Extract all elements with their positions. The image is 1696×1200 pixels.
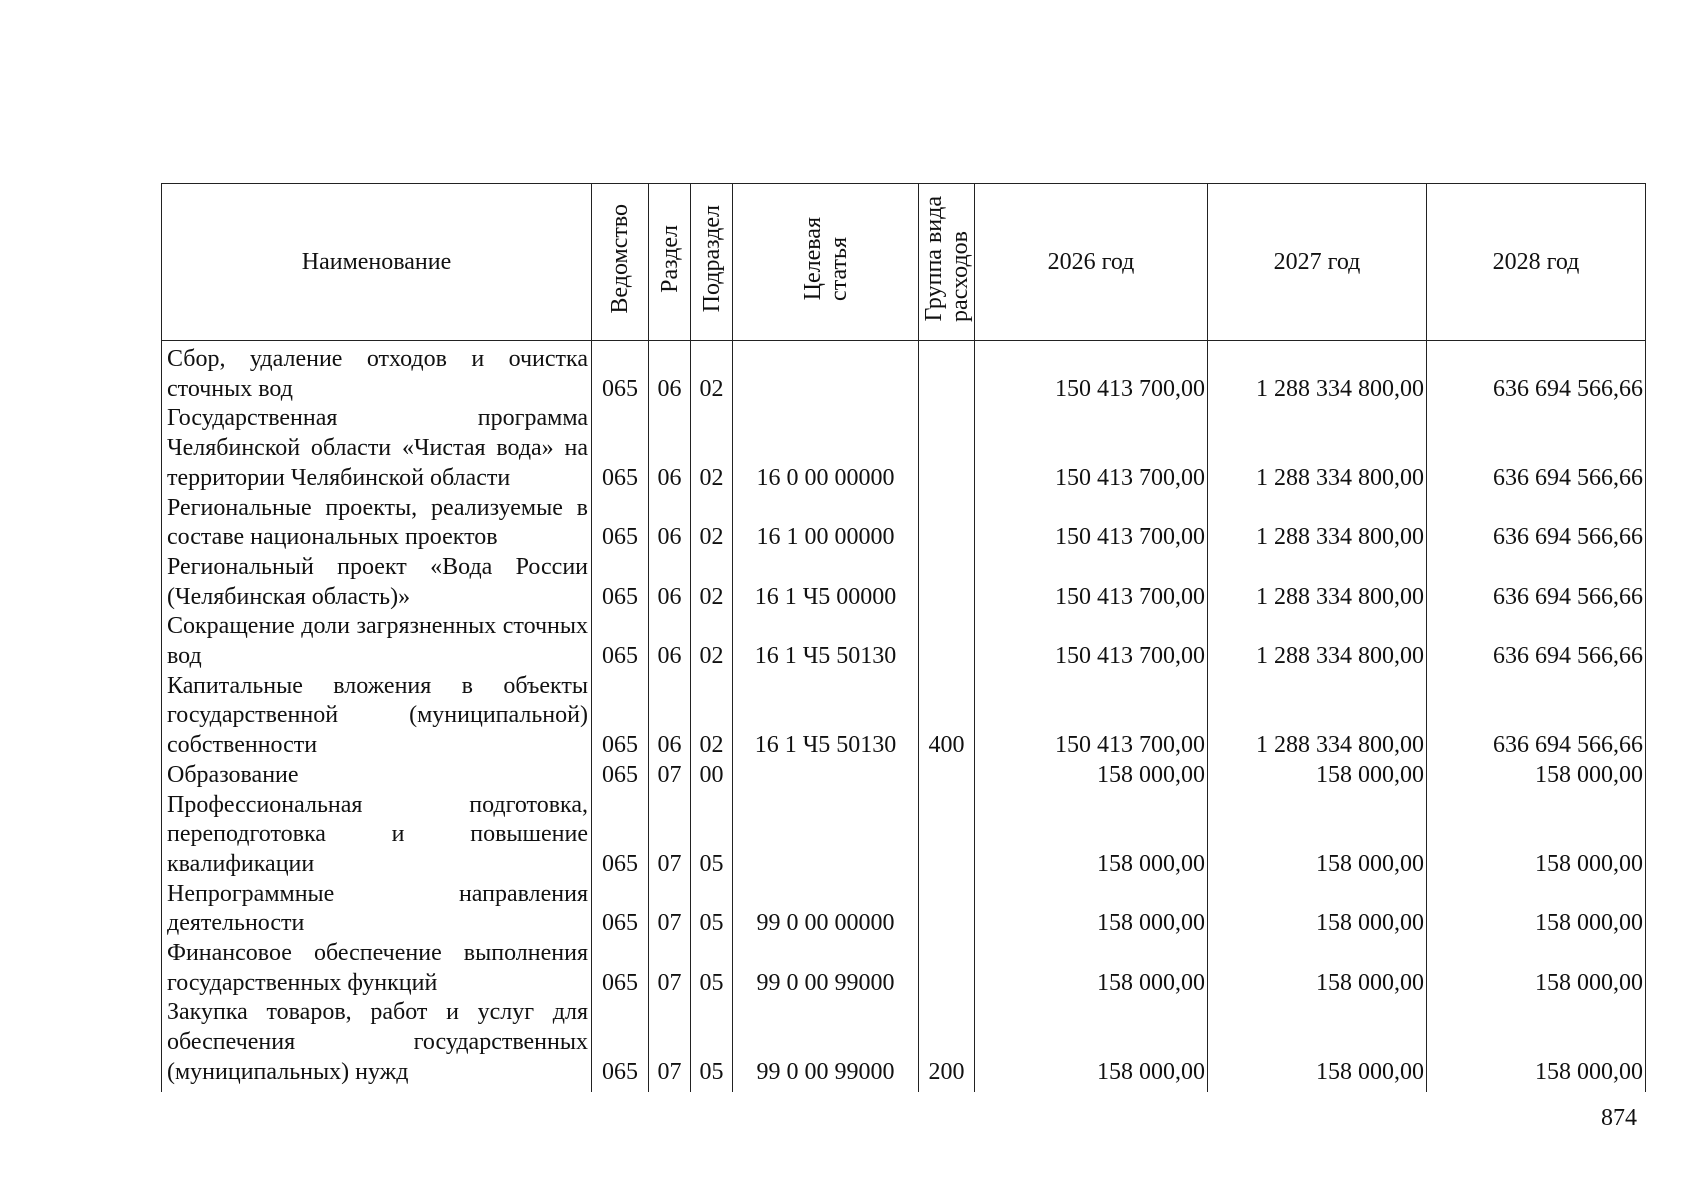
cell-razdel: 06: [649, 494, 691, 553]
cell-podrazdel: 02: [691, 494, 733, 553]
cell-2026: 150 413 700,00: [975, 341, 1208, 405]
cell-razdel: 06: [649, 612, 691, 671]
table-header-row: [162, 184, 1646, 341]
cell-name: Сокращение доли загрязненных сточных вод: [162, 612, 592, 671]
cell-2028: 158 000,00: [1427, 761, 1646, 791]
cell-vedomstvo: 065: [592, 939, 649, 998]
cell-gruppa: [919, 404, 975, 493]
table-row: [162, 494, 1646, 553]
header-celevaya-statya: Целеваястатья: [733, 184, 919, 341]
cell-podrazdel: 05: [691, 939, 733, 998]
cell-name: Сбор, удаление отходов и очистка сточных вод: [162, 341, 592, 405]
cell-2028: 636 694 566,66: [1427, 672, 1646, 761]
table-row: [162, 761, 1646, 791]
cell-name: Профессиональная подготовка, переподготовка и повышение квалификации: [162, 791, 592, 880]
cell-2027: 1 288 334 800,00: [1208, 341, 1427, 405]
cell-2026: 150 413 700,00: [975, 672, 1208, 761]
cell-vedomstvo: 065: [592, 341, 649, 405]
cell-gruppa: [919, 880, 975, 939]
cell-2028: 636 694 566,66: [1427, 612, 1646, 671]
cell-vedomstvo: 065: [592, 672, 649, 761]
cell-vedomstvo: 065: [592, 761, 649, 791]
cell-gruppa: 400: [919, 672, 975, 761]
cell-vedomstvo: 065: [592, 612, 649, 671]
cell-razdel: 06: [649, 341, 691, 405]
cell-celevaya-statya: 16 1 Ч5 00000: [733, 553, 919, 612]
cell-2027: 158 000,00: [1208, 998, 1427, 1091]
cell-2028: 158 000,00: [1427, 998, 1646, 1091]
header-name: Наименование: [162, 184, 592, 341]
cell-2026: 150 413 700,00: [975, 553, 1208, 612]
cell-2028: 636 694 566,66: [1427, 553, 1646, 612]
table-row: [162, 672, 1646, 761]
cell-2028: 158 000,00: [1427, 791, 1646, 880]
cell-2028: 158 000,00: [1427, 880, 1646, 939]
cell-2026: 158 000,00: [975, 939, 1208, 998]
table-body: [162, 341, 1646, 1092]
cell-2026: 150 413 700,00: [975, 404, 1208, 493]
cell-podrazdel: 02: [691, 341, 733, 405]
cell-2028: 158 000,00: [1427, 939, 1646, 998]
budget-table: [161, 183, 1646, 1092]
header-2027: 2027 год: [1208, 184, 1427, 341]
cell-2027: 1 288 334 800,00: [1208, 494, 1427, 553]
cell-podrazdel: 05: [691, 998, 733, 1091]
cell-name: Капитальные вложения в объекты государственной (муниципальной) собственности: [162, 672, 592, 761]
cell-celevaya-statya: 16 1 Ч5 50130: [733, 672, 919, 761]
cell-gruppa: [919, 553, 975, 612]
cell-2027: 1 288 334 800,00: [1208, 672, 1427, 761]
cell-2027: 158 000,00: [1208, 939, 1427, 998]
page-number: 874: [1601, 1105, 1637, 1131]
cell-2026: 150 413 700,00: [975, 494, 1208, 553]
cell-razdel: 07: [649, 791, 691, 880]
cell-podrazdel: 02: [691, 612, 733, 671]
cell-2027: 158 000,00: [1208, 791, 1427, 880]
table-row: [162, 939, 1646, 998]
cell-2027: 158 000,00: [1208, 880, 1427, 939]
cell-2027: 1 288 334 800,00: [1208, 612, 1427, 671]
cell-name: Образование: [162, 761, 592, 791]
cell-name: Государственная программа Челябинской области «Чистая вода» на территории Челябинской области: [162, 404, 592, 493]
cell-podrazdel: 02: [691, 404, 733, 493]
cell-gruppa: 200: [919, 998, 975, 1091]
cell-celevaya-statya: 16 0 00 00000: [733, 404, 919, 493]
header-razdel: Раздел: [649, 184, 691, 341]
cell-celevaya-statya: [733, 341, 919, 405]
cell-name: Закупка товаров, работ и услуг для обеспечения государственных (муниципальных) нужд: [162, 998, 592, 1091]
header-podrazdel: Подраздел: [691, 184, 733, 341]
cell-razdel: 06: [649, 553, 691, 612]
cell-podrazdel: 00: [691, 761, 733, 791]
table-row: [162, 880, 1646, 939]
cell-2026: 158 000,00: [975, 998, 1208, 1091]
table-row: [162, 998, 1646, 1091]
cell-razdel: 06: [649, 404, 691, 493]
cell-gruppa: [919, 939, 975, 998]
table-row: [162, 612, 1646, 671]
cell-razdel: 06: [649, 672, 691, 761]
cell-razdel: 07: [649, 761, 691, 791]
cell-celevaya-statya: 99 0 00 99000: [733, 939, 919, 998]
header-gruppa-vida-rashodov: Группа видарасходов: [919, 184, 975, 341]
cell-2027: 1 288 334 800,00: [1208, 553, 1427, 612]
cell-vedomstvo: 065: [592, 553, 649, 612]
cell-name: Региональный проект «Вода России (Челябинская область)»: [162, 553, 592, 612]
cell-razdel: 07: [649, 880, 691, 939]
cell-celevaya-statya: [733, 761, 919, 791]
cell-podrazdel: 05: [691, 880, 733, 939]
cell-name: Непрограммные направления деятельности: [162, 880, 592, 939]
header-vedomstvo: Ведомство: [592, 184, 649, 341]
cell-2028: 636 694 566,66: [1427, 494, 1646, 553]
table-row: [162, 404, 1646, 493]
cell-name: Региональные проекты, реализуемые в составе национальных проектов: [162, 494, 592, 553]
cell-razdel: 07: [649, 939, 691, 998]
cell-gruppa: [919, 761, 975, 791]
cell-2027: 158 000,00: [1208, 761, 1427, 791]
cell-gruppa: [919, 494, 975, 553]
cell-celevaya-statya: 16 1 Ч5 50130: [733, 612, 919, 671]
cell-vedomstvo: 065: [592, 998, 649, 1091]
cell-2026: 150 413 700,00: [975, 612, 1208, 671]
cell-2026: 158 000,00: [975, 761, 1208, 791]
cell-name: Финансовое обеспечение выполнения государственных функций: [162, 939, 592, 998]
cell-celevaya-statya: 16 1 00 00000: [733, 494, 919, 553]
cell-gruppa: [919, 341, 975, 405]
cell-vedomstvo: 065: [592, 880, 649, 939]
cell-gruppa: [919, 612, 975, 671]
cell-vedomstvo: 065: [592, 404, 649, 493]
table-row: [162, 791, 1646, 880]
cell-2027: 1 288 334 800,00: [1208, 404, 1427, 493]
cell-razdel: 07: [649, 998, 691, 1091]
table-row: [162, 553, 1646, 612]
header-2028: 2028 год: [1427, 184, 1646, 341]
cell-gruppa: [919, 791, 975, 880]
cell-podrazdel: 02: [691, 553, 733, 612]
cell-vedomstvo: 065: [592, 494, 649, 553]
table-row: [162, 341, 1646, 405]
cell-vedomstvo: 065: [592, 791, 649, 880]
cell-podrazdel: 05: [691, 791, 733, 880]
cell-2028: 636 694 566,66: [1427, 404, 1646, 493]
cell-celevaya-statya: 99 0 00 00000: [733, 880, 919, 939]
cell-celevaya-statya: 99 0 00 99000: [733, 998, 919, 1091]
cell-2026: 158 000,00: [975, 791, 1208, 880]
cell-podrazdel: 02: [691, 672, 733, 761]
cell-2026: 158 000,00: [975, 880, 1208, 939]
cell-celevaya-statya: [733, 791, 919, 880]
cell-2028: 636 694 566,66: [1427, 341, 1646, 405]
header-2026: 2026 год: [975, 184, 1208, 341]
